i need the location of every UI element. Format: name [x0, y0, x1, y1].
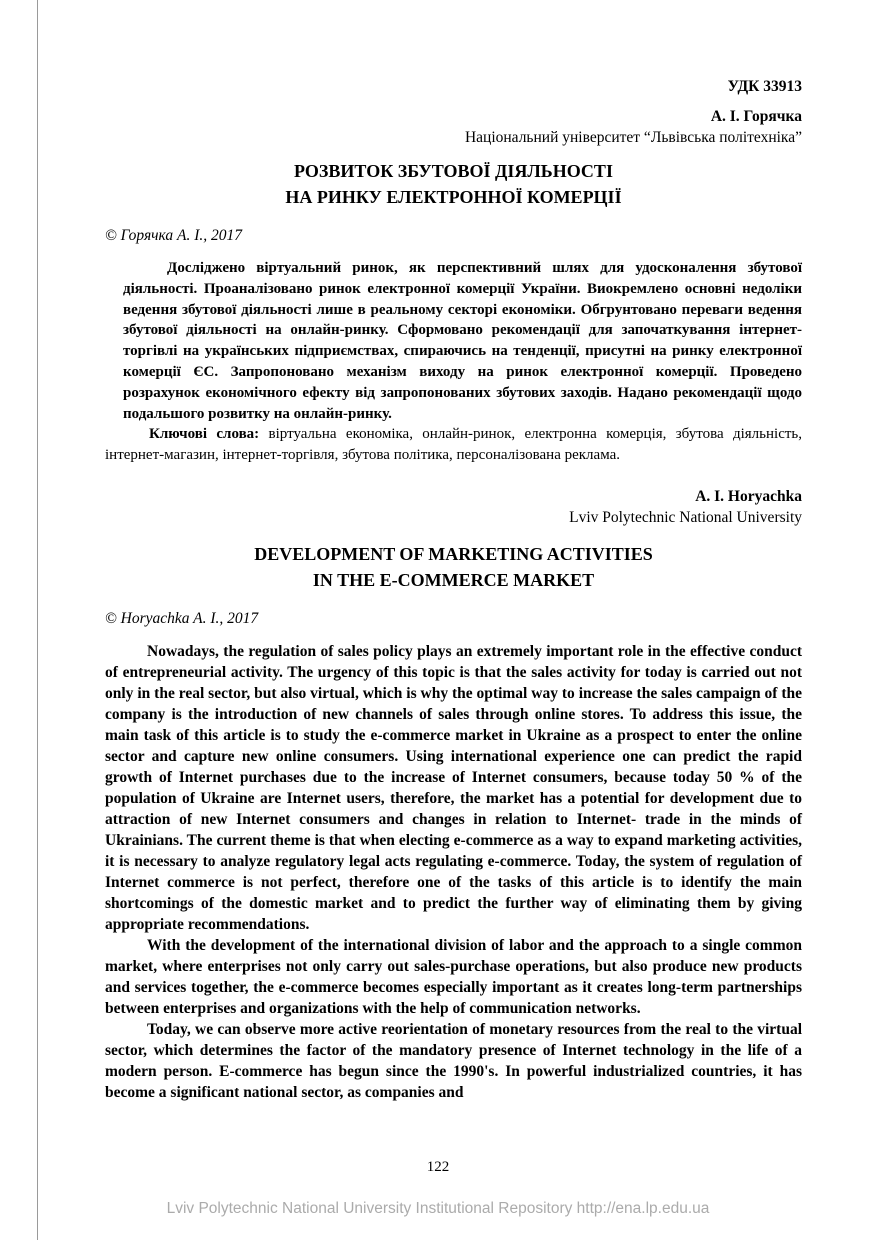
title-en-line1: DEVELOPMENT OF MARKETING ACTIVITIES	[254, 543, 653, 564]
body-paragraph: Nowadays, the regulation of sales policy plays an extremely important role in the effective conduct of entrepreneurial activity. The urgency of this topic is that the sales activity for today is carried out not only in the real sector, but also virtual, which is why the optimal way to increase the sales campaign of the company is the introduction of new channels of sales through online stores. To address this issue, the main task of this article is to study the e-commerce market in Ukraine as a prospect to enter the online sector and capture new online consumers. Using international experience one can predict the rapid growth of Internet purchases due to the increase of Internet consumers, because today 50 % of the population of Ukraine are Internet users, therefore, the market has a potential for development due to attraction of new Internet consumers and changes in relation to Internet- trade in the minds of Ukrainians. The current theme is that when electing e-commerce as a way to expand marketing activities, it is necessary to analyze regulatory legal acts regulating e-commerce. Today, the system of regulation of Internet commerce is not perfect, therefore one of the tasks of this article is to identify the main shortcomings of the domestic market and to predict the further way of eliminating them by giving appropriate recommendations.	[105, 642, 802, 933]
body-paragraph: With the development of the international division of labor and the approach to a single common market, where enterprises not only carry out sales-purchase operations, but also produce new products and services together, the e-commerce becomes especially important as it creates long-term partnerships between enterprises and organizations with the help of communication networks.	[105, 936, 802, 1017]
title-uk-line1: РОЗВИТОК ЗБУТОВОЇ ДІЯЛЬНОСТІ	[294, 161, 613, 181]
body-paragraph: Today, we can observe more active reorientation of monetary resources from the real to the virtual sector, which determines the factor of the mandatory presence of Internet technology in the life of a modern person. E-commerce has begun since the 1990's. In powerful industrialized countries, it has become a significant national sector, as companies and	[105, 1020, 802, 1101]
copyright-uk: © Горячка А. І., 2017	[105, 227, 243, 244]
affiliation-en: Lviv Polytechnic National University	[569, 508, 802, 526]
author-en: A. I. Horyachka	[695, 487, 802, 505]
left-margin-rule	[37, 0, 38, 1240]
keywords-text: віртуальна економіка, онлайн-ринок, електронна комерція, збутова діяльність, інтернет-магазин, інтернет-торгівля, збутова політика, персоналізована реклама.	[105, 426, 802, 464]
abstract-uk: Досліджено віртуальний ринок, як перспективний шлях для удосконалення збутової діяльності. Проаналізовано ринок електронної комерції України. Виокремлено основні недоліки ведення збутової діяльності лише в реальному секторі економіки. Обгрунтовано переваги ведення збутової діяльності на онлайн-ринку. Сформовано рекомендації для започаткування інтернет-торгівлі на українських підприємствах, спираючись на тенденції, присутні на ринку електронної комерції ЄС. Запропоновано механізм виходу на ринок електронної комерції. Проведено розрахунок економічного ефекту від запропонованих збутових заходів. Надано рекомендації щодо подальшого розвитку на онлайн-ринку.	[123, 260, 802, 422]
page-content	[105, 76, 802, 1103]
page-number: 122	[426, 1159, 450, 1175]
english-header-block	[105, 486, 802, 528]
keywords-uk	[105, 424, 802, 466]
keywords-label: Ключові слова:	[149, 426, 260, 443]
article-body	[105, 641, 802, 1103]
repository-footer: Lviv Polytechnic National University Institutional Repository http://ena.lp.edu.ua	[166, 1200, 710, 1217]
title-uk	[105, 158, 802, 210]
udc-code: УДК 33913	[727, 78, 802, 95]
copyright-en: © Horyachka A. I., 2017	[105, 609, 259, 627]
affiliation-uk: Національний університет “Львівська політехніка”	[464, 129, 802, 146]
title-uk-line2: НА РИНКУ ЕЛЕКТРОННОЇ КОМЕРЦІЇ	[285, 187, 622, 207]
title-en	[105, 541, 802, 593]
author-uk: А. І. Горячка	[710, 108, 802, 125]
title-en-line2: IN THE E-COMMERCE MARKET	[312, 569, 595, 590]
